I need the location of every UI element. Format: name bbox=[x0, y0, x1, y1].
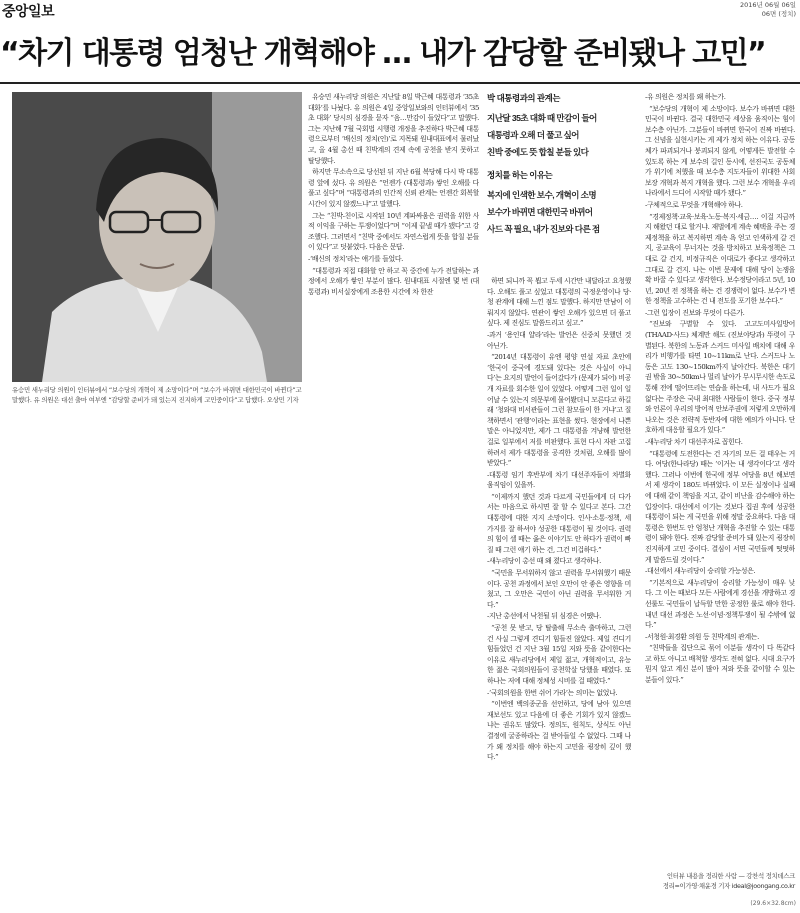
key-quote: 친박 중에도 뜻 합칠 분들 있다 bbox=[487, 147, 589, 157]
caption-text: 유승민 새누리당 의원이 인터뷰에서 “보수당의 개혁이 제 소망이다”며 “보수가 바뀌면 대한민국이 바뀐다”고 말했다. 유 의원은 대선 출마 여부엔 “감당할 준비가 돼 있는지 진지하게 고민중이다”고 답했다. bbox=[12, 386, 302, 404]
paragraph: “공천 못 받고, 당 탈출해 무소속 출마하고, 그런 건 사실 그렇게 견디기 힘들진 않았다. 제일 견디기 힘들었던 건 지난 3월 15일 저와 뜻을 같이한다는 이유로 새누리당에서 제일 젊고, 개혁적이고, 유능한 젊은 국회의원들이 공천학살 당했을 때였다. 또 하나는 저에 대해 정체성 시비를 걸 때였다.” bbox=[487, 624, 631, 685]
paragraph: “이제까지 했던 것과 다르게 국민들에게 더 다가서는 마음으로 하시면 잘 할 수 있다고 본다. 그간 대통령에 대한 지지 소망이다. 인사·소통·정책, 세 가지를 잘 하셔야 성공한 대통령이 될 것이다. 권력의 힘이 셀 때는 옳은 이야기도 안 하다가 권력이 빠질 때 그런 얘기 하는 건, 그건 비겁하다.” bbox=[487, 492, 631, 554]
key-quote: 지난달 35초 대화 때 만감이 들어 bbox=[487, 113, 597, 123]
article-column-2 bbox=[487, 276, 631, 900]
interview-question: -그런 입장이 진보와 무엇이 다른가. bbox=[645, 308, 745, 317]
article-column-1 bbox=[308, 92, 479, 422]
paragraph: “대통령과 직접 대화할 안 하고 꼭 중간에 누가 전달하는 과정에서 오해가 쌓인 부분이 많다. 원내대표 시절엔 몇 번 (대통령과) 비서실장에게 조용한 시간에 차 한잔 bbox=[308, 266, 479, 296]
interview-question: -유 의원은 정치를 왜 하는가. bbox=[645, 93, 726, 101]
newspaper-logo: 중앙일보 bbox=[2, 4, 55, 20]
byline bbox=[645, 872, 795, 891]
paragraph: “친박들을 집단으로 묶어 이분들 생각이 다 똑같다고 하도 아니고 배척할 생각도 전혀 없다. 시대 요구가 뭔지 알고 계신 분이 많아 저와 뜻을 같이할 수 있는 분들이 있다.” bbox=[645, 644, 795, 685]
interview-question: -대통령 임기 후반부에 차기 대선주자들이 차별화 움직임이 있을까. bbox=[487, 470, 631, 490]
paragraph: “2014년 대통령이 유엔 평양 연설 자료 초안에 ‘한국이 중국에 경도돼 있다는 것은 사실이 아니다’는 요지의 발언이 들어갔다가 (문제가 되어) 비공개 자료를 회수한 일이 있었다. 어떻게 그런 일이 일어날 수 있는지 의문부에 물어봤더니 모른다고 하길래 ‘청와대 비서관들이 그런 참모들이 한 거냐’고 질책하면서 ‘관행’이라는 표현을 썼다. 현장에서 나쁜 말은 아니었지만, 제가 그 대통령을 겨냥해 발언한 걸로 일부에서 저를 비판했다. 표현 다시 자판 고집하려서 제가 대통령을 공격한 것처럼, 오해를 많이 받았다.” bbox=[487, 353, 631, 468]
clipping-size: (29.6×32.8cm) bbox=[750, 900, 796, 907]
interview-photo bbox=[12, 92, 302, 382]
interview-question: -대선에서 새누리당이 승리할 가능성은. bbox=[645, 567, 756, 576]
interview-question: -서청원·최경환 의원 등 친박계의 관계는. bbox=[645, 632, 759, 641]
paragraph: “대통령에 도전한다는 건 자기의 모든 걸 태우는 거다. 여당(한나라당) 때는 ‘이거는 내 생각이다’고 생각했다. 그러나 이번에 한국에 정부 여당을 8년 해보면서 제 생각이 180도 바뀌었다. 이 모든 실정이나 실패에 대해 같이 책임을 지고, 같이 비난을 감수해야 하는 입장이다. 대선에서 이기는 것보다 집권 후에 성공한 대통령이 되는 게 국민을 위해 정말 중요하다. 다음 대통령은 한번도 안 엄청난 개혁을 추진할 수 있는 대통령이 돼야 한다. 진짜 감당할 준비가 돼 있는지 굉장히 진지하게 고민 중이다. 결심이 서면 국민들께 떳떳하게 말씀드릴 것이다.” bbox=[645, 449, 795, 564]
byline-reporters: 정리=이가영·채윤경 기자 ideal@joongang.co.kr bbox=[662, 881, 795, 890]
interview-question: -과거 ‘용인대 얄라’라는 발언은 신중치 못했던 것 아닌가. bbox=[487, 330, 631, 350]
interview-question: -구체적으로 무엇을 개혁해야 하나. bbox=[645, 200, 743, 209]
paragraph: 그는 “친박-친이로 시작된 10년 계파싸움은 권력을 위한 사적 이익을 구하는 투쟁이었다”며 “이제 끝낼 때가 됐다”고 강조했다. 그러면서 “친박 중에서도 자연스럽게 뜻을 합칠 분들이 있다”고 덧붙였다. 다음은 문답. bbox=[308, 211, 479, 252]
portrait-illustration bbox=[12, 92, 302, 382]
photo-credit: 오상민 기자 bbox=[266, 395, 299, 404]
paragraph: 하지만 무소속으로 당선된 뒤 지난 6월 복당해 다시 박 대통령 앞에 섰다. 유 의원은 “언젠가 (대통령과) 쌓인 오해를 다 풀고 싶다”며 “대통령과의 인간적 신뢰 관계는 언젠간 회복할 시간이 있지 않겠느냐”고 말했다. bbox=[308, 168, 479, 208]
key-quote: 사드 꼭 필요, 내가 진보와 다른 점 bbox=[487, 224, 600, 234]
headline-rule bbox=[0, 82, 800, 84]
interview-question: -지난 총선에서 낙천될 뒤 심경은 어땠나. bbox=[487, 612, 601, 621]
interview-question: -새누리당 차기 대선주자로 꼽힌다. bbox=[645, 438, 743, 446]
paragraph: 하면 되니까 꼭 뵙고 두세 시간만 내달라고 요청했다. 오해도 풀고 싶었고 대통령의 국정운영이나 당·청 관계에 대해 느낀 점도 말했다. 하지만 만남이 이뤄지지 않았다. 연관이 쌓인 오해가 있으면 더 풀고 싶다. 제 진심도 말씀드리고 싶고.” bbox=[487, 277, 631, 328]
page-header bbox=[0, 0, 800, 26]
byline-interviewer: 인터뷰 내용을 정리한 사람 — 강찬석 정치데스크 bbox=[666, 872, 795, 880]
date-line bbox=[740, 1, 796, 19]
paragraph: 유승민 새누리당 의원은 지난달 8일 박근혜 대통령과 ‘35초 대화’를 나눴다. 유 의원은 4일 중앙일보와의 인터뷰에서 ‘35초 대화’ 당시의 심경을 묻자 “음…만감이 들었다”고 말했다. 그는 지난해 7월 국회법 시행령 개정을 추진하다 박근혜 대통령으로부터 ‘배신의 정치(인)’로 지목돼 원내대표에서 물러났고, 올 4월 총선 때 친박계의 견제 속에 공천을 받지 못하고 탈당했다. bbox=[308, 93, 479, 165]
key-quotes-heading-1: 박 대통령과의 관계는 bbox=[487, 93, 561, 103]
interview-question: -‘배신의 정치’라는 얘기를 들었다. bbox=[308, 254, 404, 263]
interview-question: -‘국회의원을 한번 쉬어 가라’는 의미는 없었나. bbox=[487, 688, 618, 697]
paragraph: “진보와 구별할 수 있다. 고고도미사일방어(THAAD·사드) 체계만 해도 (진보야당과) 뚜렷이 구별된다. 북한의 노동과 스커드 미사일 배치에 대해 우리가 비행가를 타면 10~11km로 난다. 스커드나 노동은 고도 130~150km까지 날아간다. 북한은 대기권 밖을 30~50km나 멀리 날아가 무시무시한 속도로 통해 전에 떨어뜨리는 연습을 하는데, 내 사드가 필요 없다는 주장은 국내 최대한 사람들이 한다. 중국 정부와 언론이 우리의 방어적 안보주권에 저렇게 오만하게 나오는 것은 전략적 동반자에 대한 예의가 아니다. 단호하게 대응할 필요가 있다.” bbox=[645, 320, 795, 435]
key-quote: 보수가 바뀌면 대한민국 바뀌어 bbox=[487, 207, 593, 217]
photo-caption bbox=[12, 386, 302, 405]
paragraph: “경제정책·교육·보육·노동·복지·세금…. 이걸 지금까지 해왔던 대로 할거냐. 재벌에게 계속 혜택을 주는 경제정책을 하고 복지하면 계속 욕 얻고 인색하게 갈 건지, 공교육이 무너지는 것을 방치하고 보육정책은 그대로 갈 건지, 비정규직은 이대로가 좋다고 생각하고 그대로 갈 건지. 나는 이번 문제에 대해 당이 논쟁을 확 바꿀 수 있다고 생각한다. 보수정당이라고 5년, 10년, 20년 전 정책을 하는 건 경쟁력이 없다. 보수가 변한 정책을 고수하는 건 내 전도를 포기한 보수다.” bbox=[645, 212, 795, 306]
key-quotes-box bbox=[487, 92, 631, 270]
key-quotes-heading-2: 정치를 하는 이유는 bbox=[487, 170, 553, 180]
paragraph: “국민을 무서워하지 않고 권력을 무서워했기 때문이다. 공천 과정에서 보인 오만이 안 좋은 영향을 미쳤고, 그 오만은 국민이 아닌 권력을 무서워한 거다.” bbox=[487, 569, 631, 609]
page-section: 06면 (정치) bbox=[761, 10, 796, 18]
paragraph: “이번엔 백의종군을 선언하고, 당에 남아 있으면 재보선도 있고 다음에 더 좋은 기회가 있지 않겠느냐는 권유도 많았다. 정의도, 원칙도, 상식도 아닌 결정에 굴종하라는 걸 받아들일 수 없었다. 그때 나가 왜 정치를 해야 하는지 고민을 굉장히 깊이 했다.” bbox=[487, 700, 631, 762]
issue-date: 2016년 06월 06일 bbox=[739, 1, 796, 9]
key-quote: 대통령과 오해 더 풀고 싶어 bbox=[487, 130, 579, 140]
paragraph: “기본적으로 새누리당이 승리할 가능성이 매우 낮다. 그 이는 때보다 모든 사람에게 경선을 개방하고 경선룰도 국민들이 납득할 만한 공정한 룰로 해야 한다. 내년 대선 과정은 노선·이념·정책투쟁이 될 수밖에 없다.” bbox=[645, 578, 795, 630]
interview-question: -새누리당이 총선 때 왜 졌다고 생각하나. bbox=[487, 557, 601, 566]
paragraph: “보수당의 개혁이 제 소망이다. 보수가 바뀌면 대한민국이 바뀐다. 결국 대한민국 세상을 움직이는 힘이 보수층 아닌가. 그분들이 바뀌면 한국이 진짜 바뀐다. 그 신념을 실현시키는 게 제가 정치 하는 이유다. 공동체가 파괴되거나 붕괴되지 않게, 어떻게든 발전할 수 있도록 하는 게 보수의 길인 동시에, 선진국도 공동체가 위기에 처했을 때 보수층 지도자들이 위대한 사회보장 개혁과 복지 개혁을 했다. 그런 보수 개혁을 우리나라에서 드디어 시작할 때가 됐다.” bbox=[645, 104, 795, 198]
article-column-3 bbox=[645, 92, 795, 868]
key-quote: 복지에 인색한 보수, 개혁이 소명 bbox=[487, 190, 597, 200]
main-headline: “차기 대통령 엄청난 개혁해야 … 내가 감당할 준비됐나 고민” bbox=[0, 36, 766, 71]
